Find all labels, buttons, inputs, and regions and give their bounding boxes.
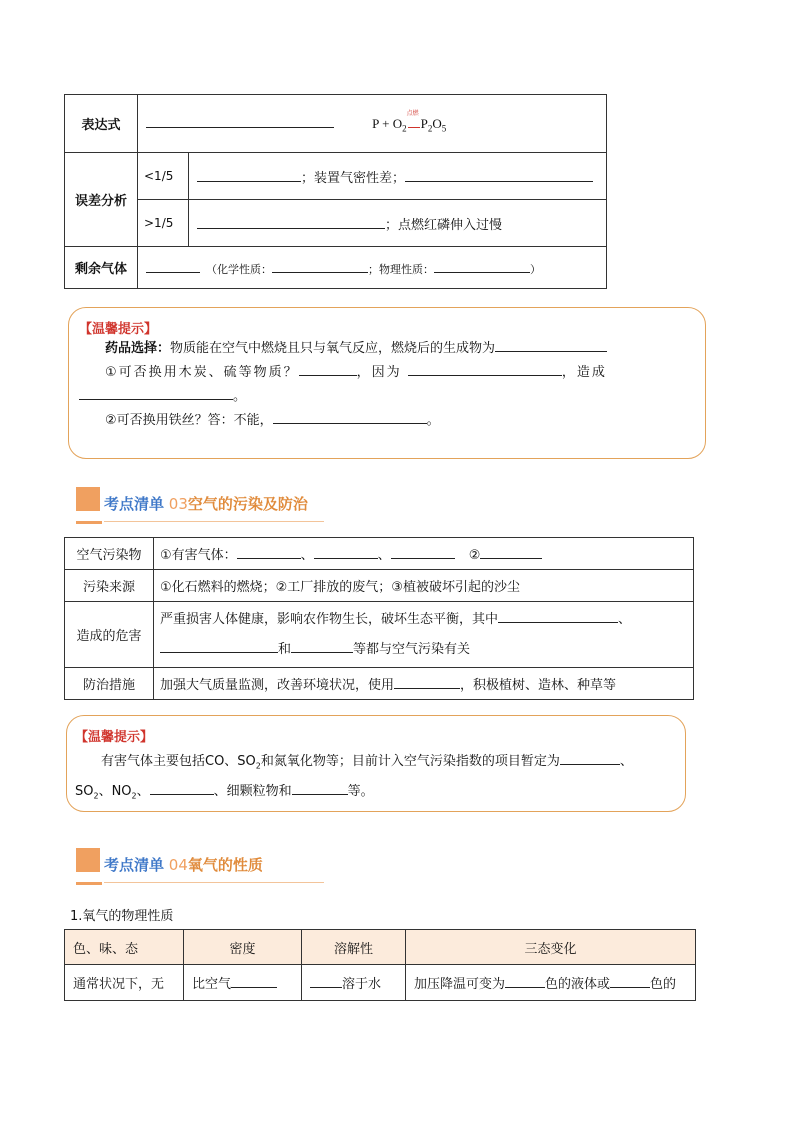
lt-fifth-label: <1/5	[138, 153, 189, 200]
section-marker-icon	[76, 848, 100, 872]
header-density: 密度	[184, 930, 302, 965]
harm-blank-3[interactable]	[291, 638, 353, 653]
tip1-blank-5[interactable]	[273, 409, 427, 424]
gt-fifth-label: >1/5	[138, 200, 189, 247]
harm-cell: 严重损害人体健康，影响农作物生长，破坏生态平衡，其中 、 和 等都与空气污染有关	[154, 602, 694, 668]
tip2-line1: 有害气体主要包括CO、$SO_2$和氮氧化物等；目前计入空气污染指数的项目暂定为 、	[75, 749, 677, 780]
prevention-cell: 加强大气质量监测，改善环境状况，使用 ，积极植树、造林、种草等	[154, 668, 694, 700]
oxygen-properties-table	[64, 929, 696, 1001]
lt-fifth-cell: ；装置气密性差；	[189, 153, 607, 200]
harm-blank-1[interactable]	[498, 608, 618, 623]
gt-fifth-cell: ；点燃红磷伸入过慢	[189, 200, 607, 247]
solubility-blank[interactable]	[310, 973, 342, 988]
remaining-blank-2[interactable]	[272, 258, 368, 273]
tip1-blank-4[interactable]	[79, 385, 233, 400]
section-marker-icon	[76, 487, 100, 511]
expression-cell	[138, 95, 607, 153]
tip1-line1: 药品选择：物质能在空气中燃烧且只与氧气反应，燃烧后的生成物为	[79, 337, 695, 361]
prevention-label: 防治措施	[65, 668, 154, 700]
liquid-color-blank[interactable]	[505, 973, 545, 988]
tip2-blank-1[interactable]	[560, 750, 620, 765]
pollution-table	[64, 537, 694, 700]
lt-blank-1[interactable]	[197, 167, 301, 182]
remaining-gas-cell: （化学性质： ；物理性质： ）	[138, 247, 607, 289]
remaining-blank-3[interactable]	[434, 258, 530, 273]
tip1-line3: 。	[79, 385, 695, 409]
subtitle-physical-properties: 1.氧气的物理性质	[70, 909, 174, 924]
gt-blank[interactable]	[197, 214, 385, 229]
density-blank[interactable]	[231, 973, 277, 988]
pollutant-blank-1[interactable]	[237, 544, 301, 559]
tip2-blank-2[interactable]	[150, 780, 214, 795]
tip1-line2: ①可否换用木炭、硫等物质？ ，因为 ，造成	[79, 361, 695, 385]
cell-density: 比空气	[184, 965, 302, 1001]
header-phase-change: 三态变化	[406, 930, 696, 965]
equation: $P + O_2$ 点燃 $P_2O_5$	[372, 111, 447, 134]
tip-title-2: 【温馨提示】	[75, 730, 154, 745]
cell-color-smell-state: 通常状况下，无	[65, 965, 184, 1001]
pollutants-cell: ①有害气体： 、 、 ②	[154, 538, 694, 570]
expression-blank[interactable]	[146, 113, 334, 128]
harm-label: 造成的危害	[65, 602, 154, 668]
remaining-gas-label: 剩余气体	[65, 247, 138, 289]
tip2-line2: $SO_2$、$NO_2$、 、细颗粒物和 等。	[75, 780, 677, 809]
cell-phase-change: 加压降温可变为 色的液体或 色的	[406, 965, 696, 1001]
harm-blank-2[interactable]	[160, 638, 278, 653]
tip-box-2	[66, 715, 686, 812]
sources-cell: ①化石燃料的燃烧；②工厂排放的废气；③植被破坏引起的沙尘	[154, 570, 694, 602]
cell-solubility: 溶于水	[302, 965, 406, 1001]
pollutant-blank-2[interactable]	[314, 544, 378, 559]
reaction-arrow: 点燃	[408, 116, 420, 132]
tip-title-1: 【温馨提示】	[79, 322, 158, 337]
pollutant-blank-4[interactable]	[480, 544, 542, 559]
remaining-blank-1[interactable]	[146, 258, 200, 273]
tip1-line4: ②可否换用铁丝？答：不能， 。	[79, 409, 695, 433]
solid-color-blank[interactable]	[610, 973, 650, 988]
experiment-table	[64, 94, 607, 289]
pollutants-label: 空气污染物	[65, 538, 154, 570]
header-solubility: 溶解性	[302, 930, 406, 965]
lt-blank-2[interactable]	[405, 167, 593, 182]
pollutant-blank-3[interactable]	[391, 544, 455, 559]
tip1-blank-1[interactable]	[495, 337, 607, 352]
header-color-smell-state: 色、味、态	[65, 930, 184, 965]
sources-label: 污染来源	[65, 570, 154, 602]
tip2-blank-3[interactable]	[292, 780, 348, 795]
prevention-blank[interactable]	[394, 674, 460, 689]
expression-label: 表达式	[65, 95, 138, 153]
error-analysis-label: 误差分析	[65, 153, 138, 247]
tip-box-1	[68, 307, 706, 459]
tip1-blank-2[interactable]	[299, 361, 357, 376]
tip1-blank-3[interactable]	[408, 361, 562, 376]
